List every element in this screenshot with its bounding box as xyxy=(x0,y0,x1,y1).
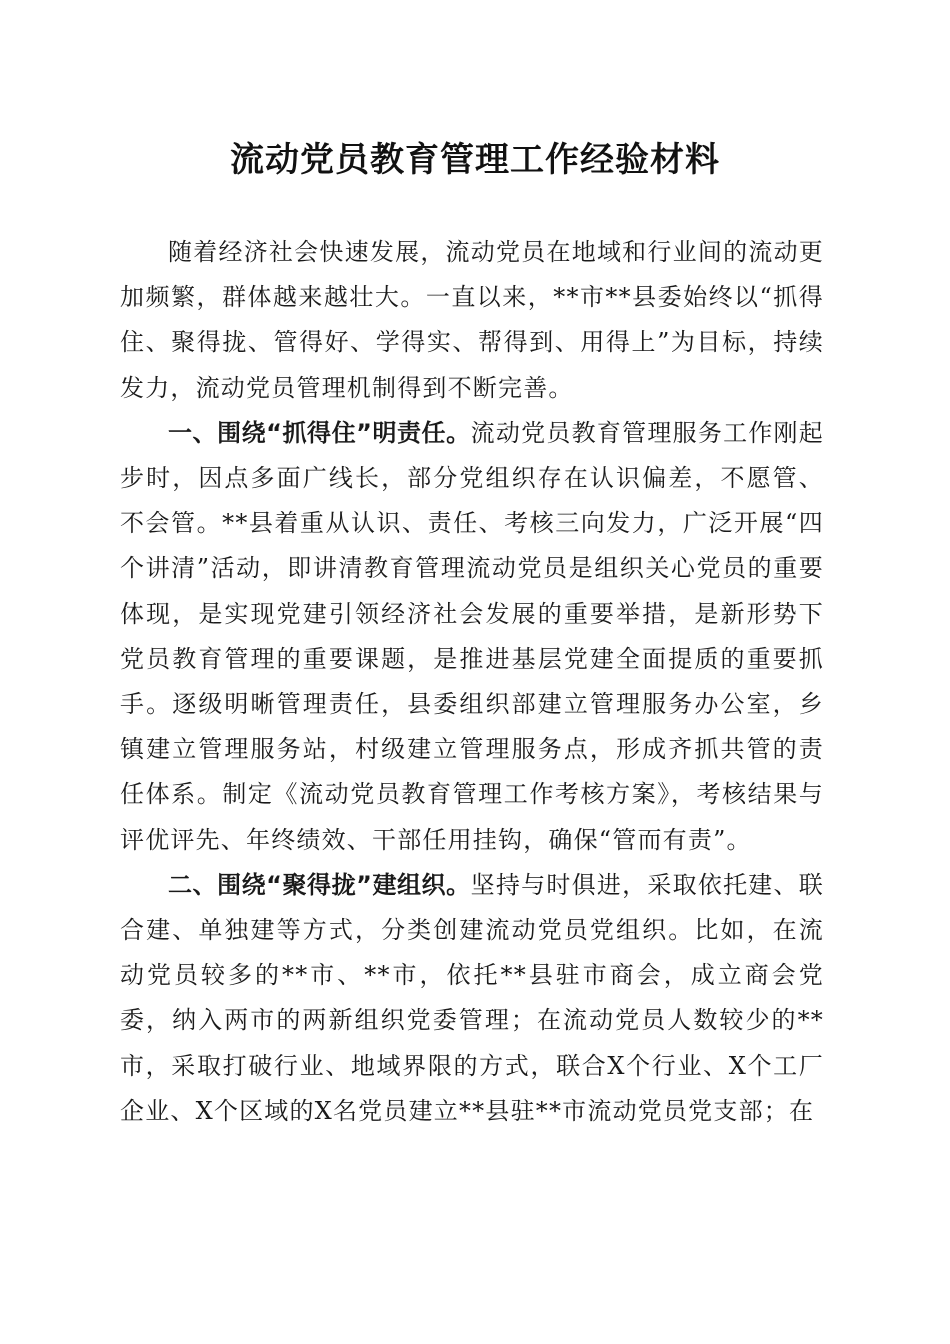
section-heading-1: 一、围绕“抓得住”明责任。 xyxy=(168,418,471,447)
section-paragraph-2 xyxy=(120,863,824,1134)
section-heading-2: 二、围绕“聚得拢”建组织。 xyxy=(168,870,471,899)
document-body xyxy=(120,230,824,1134)
document-title: 流动党员教育管理工作经验材料 xyxy=(230,140,720,180)
section-paragraph-1 xyxy=(120,411,824,863)
section-text-2: 坚持与时俱进，采取依托建、联合建、单独建等方式，分类创建流动党员党组织。比如，在流动党员较多的**市、**市，依托**县驻市商会，成立商会党委，纳入两市的两新组织党委管理；在流动党员人数较少的**市，采取打破行业、地域界限的方式，联合X个行业、X个工厂企业、X个区域的X名党员建立**县驻**市流动党员党支部；在 xyxy=(120,870,824,1125)
section-text-1: 流动党员教育管理服务工作刚起步时，因点多面广线长，部分党组织存在认识偏差，不愿管、不会管。**县着重从认识、责任、考核三向发力，广泛开展“四个讲清”活动，即讲清教育管理流动党员是组织关心党员的重要体现，是实现党建引领经济社会发展的重要举措，是新形势下党员教育管理的重要课题，是推进基层党建全面提质的重要抓手。逐级明晰管理责任，县委组织部建立管理服务办公室，乡镇建立管理服务站，村级建立管理服务点，形成齐抓共管的责任体系。制定《流动党员教育管理工作考核方案》，考核结果与评优评先、年终绩效、干部任用挂钩，确保“管而有责”。 xyxy=(120,418,824,854)
intro-paragraph: 随着经济社会快速发展，流动党员在地域和行业间的流动更加频繁，群体越来越壮大。一直以来，**市**县委始终以“抓得住、聚得拢、管得好、学得实、帮得到、用得上”为目标，持续发力，流动党员管理机制得到不断完善。 xyxy=(120,238,824,402)
